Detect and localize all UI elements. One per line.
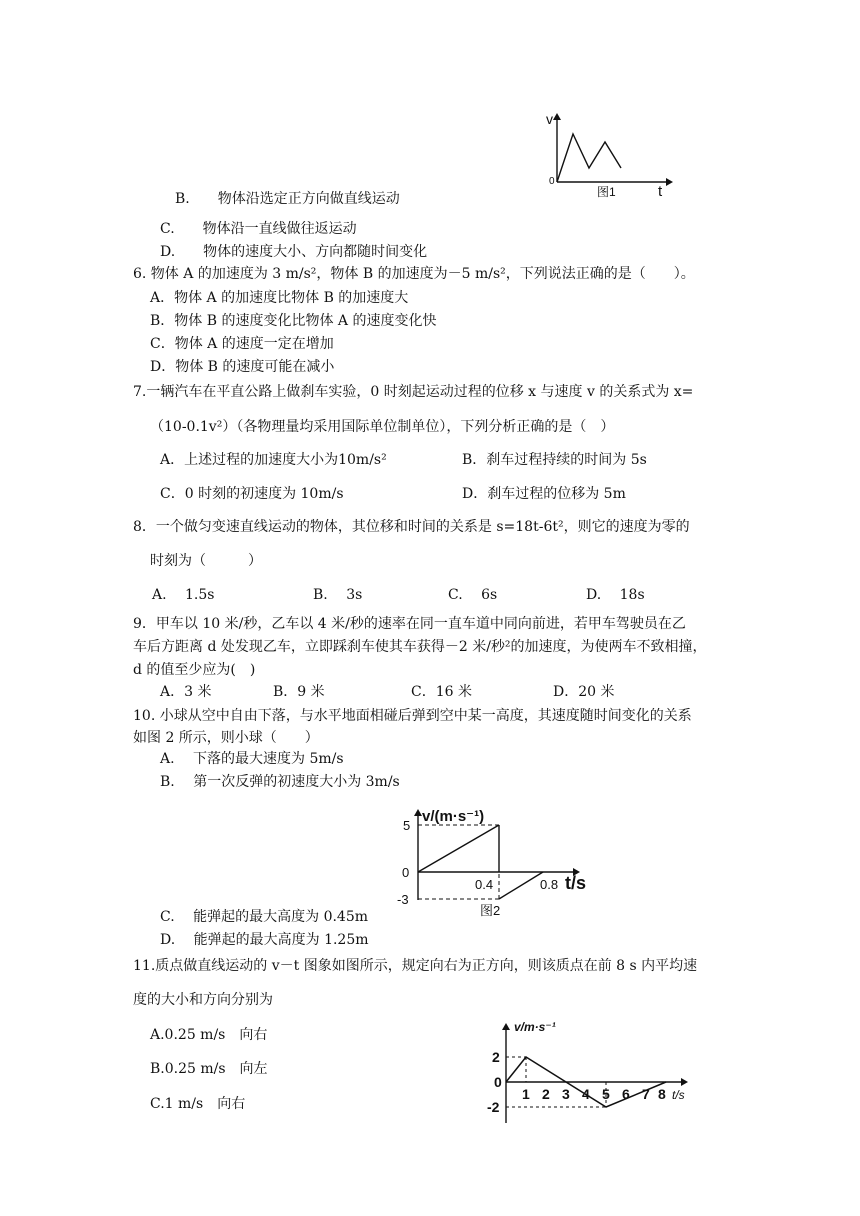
question-7-line-2: （10-0.1v²）（各物理量均采用国际单位制单位），下列分析正确的是（ ） <box>150 419 615 435</box>
q5-option-b: B. 物体沿选定正方向做直线运动 <box>175 191 400 207</box>
fig2-x-label: t/s <box>565 873 587 893</box>
q7-option-d: D．刹车过程的位移为 5m <box>462 486 626 502</box>
q8-option-c: C. 6s <box>448 587 498 603</box>
q10-option-d: D. 能弹起的最大高度为 1.25m <box>160 932 369 948</box>
question-10-line-1: 10. 小球从空中自由下落，与水平地面相碰后弹到空中某一高度，其速度随时间变化的关系 <box>133 708 692 724</box>
fig2-tick-y-5: 5 <box>403 818 411 833</box>
fig3-tick-x-5: 5 <box>602 1086 610 1102</box>
fig3-tick-x-4: 4 <box>582 1086 590 1102</box>
q9-option-a: A．3 米 <box>160 684 212 700</box>
fig3-tick-x-6: 6 <box>622 1086 630 1102</box>
q7-option-c: C．0 时刻的初速度为 10m/s <box>160 486 344 502</box>
fig2-y-label: v/(m·s⁻¹) <box>422 808 485 825</box>
q9-option-b: B．9 米 <box>273 684 325 700</box>
fig3-tick-x-3: 3 <box>562 1086 570 1102</box>
q7-option-b: B．刹车过程持续的时间为 5s <box>462 452 647 468</box>
q9-option-d: D．20 米 <box>553 684 615 700</box>
q8-option-a: A. 1.5s <box>152 587 215 603</box>
q8-option-b: B. 3s <box>313 587 363 603</box>
fig1-origin: 0 <box>549 176 555 187</box>
q11-option-c: C.1 m/s 向右 <box>150 1096 246 1112</box>
q10-option-c: C. 能弹起的最大高度为 0.45m <box>160 909 369 925</box>
fig2-caption: 图2 <box>480 903 501 918</box>
fig2-tick-y-0: 0 <box>402 865 410 880</box>
q7-option-a: A．上述过程的加速度大小为10m/s² <box>160 452 387 468</box>
q8-option-d: D. 18s <box>586 587 645 603</box>
question-10-line-2: 如图 2 所示，则小球（ ） <box>133 730 319 746</box>
fig3-x-label: t/s <box>672 1088 685 1102</box>
fig3-tick-x-2: 2 <box>542 1086 550 1102</box>
q5-option-c: C. 物体沿一直线做往返运动 <box>160 221 357 237</box>
question-6: 6. 物体 A 的加速度为 3 m/s²，物体 B 的加速度为－5 m/s²，下列说法正确的是（ ）。 <box>133 266 695 282</box>
q6-option-b: B．物体 B 的速度变化比物体 A 的速度变化快 <box>150 313 437 329</box>
fig2-tick-x-0-8: 0.8 <box>540 877 559 892</box>
question-7-line-1: 7.一辆汽车在平直公路上做刹车实验，0 时刻起运动过程的位移 x 与速度 v 的关系式为 x= <box>133 384 694 400</box>
fig3-tick-y-2: 2 <box>492 1049 500 1065</box>
question-8-line-1: 8．一个做匀变速直线运动的物体，其位移和时间的关系是 s=18t-6t²，则它的速度为零的 <box>133 519 690 535</box>
q10-option-b: B. 第一次反弹的初速度大小为 3m/s <box>160 774 400 790</box>
q6-option-a: A．物体 A 的加速度比物体 B 的加速度大 <box>150 290 409 306</box>
fig1-caption: 图1 <box>597 185 616 199</box>
figure-3-vt-graph <box>478 1015 698 1135</box>
q6-option-c: C．物体 A 的速度一定在增加 <box>150 336 334 352</box>
q10-option-a: A. 下落的最大速度为 5m/s <box>160 751 344 767</box>
figure-1-vt-graph <box>540 108 675 203</box>
fig3-y-label: v/m·s⁻¹ <box>514 1020 556 1034</box>
q9-option-c: C．16 米 <box>411 684 472 700</box>
question-8-line-2: 时刻为（ ） <box>150 553 262 569</box>
fig3-tick-x-1: 1 <box>522 1086 530 1102</box>
q6-option-d: D．物体 B 的速度可能在减小 <box>150 359 335 375</box>
question-11-line-2: 度的大小和方向分别为 <box>133 992 273 1008</box>
figure-2-vt-graph <box>365 800 615 920</box>
question-9-line-1: 9．甲车以 10 米/秒，乙车以 4 米/秒的速率在同一直车道中同向前进，若甲车驾驶员在乙 <box>133 616 686 632</box>
question-11-line-1: 11.质点做直线运动的 v－t 图象如图所示，规定向右为正方向，则该质点在前 8 s 内平均速 <box>133 958 698 974</box>
fig3-origin: 0 <box>494 1074 502 1090</box>
fig1-x-label: t <box>658 183 663 200</box>
fig3-tick-x-8: 8 <box>658 1086 666 1102</box>
fig3-tick-x-7: 7 <box>642 1086 650 1102</box>
question-9-line-2: 车后方距离 d 处发现乙车，立即踩刹车使其车获得－2 米/秒²的加速度，为使两车不致相撞， <box>133 639 707 655</box>
q11-option-a: A.0.25 m/s 向右 <box>150 1027 268 1043</box>
question-9-line-3: d 的值至少应为( ) <box>133 662 256 678</box>
fig1-y-label: v <box>546 111 553 127</box>
fig2-tick-x-0-4: 0.4 <box>475 877 494 892</box>
fig2-tick-y-neg3: -3 <box>397 892 409 907</box>
q5-option-d: D. 物体的速度大小、方向都随时间变化 <box>160 244 428 260</box>
fig3-tick-y-neg2: -2 <box>487 1099 500 1115</box>
q11-option-b: B.0.25 m/s 向左 <box>150 1061 268 1077</box>
